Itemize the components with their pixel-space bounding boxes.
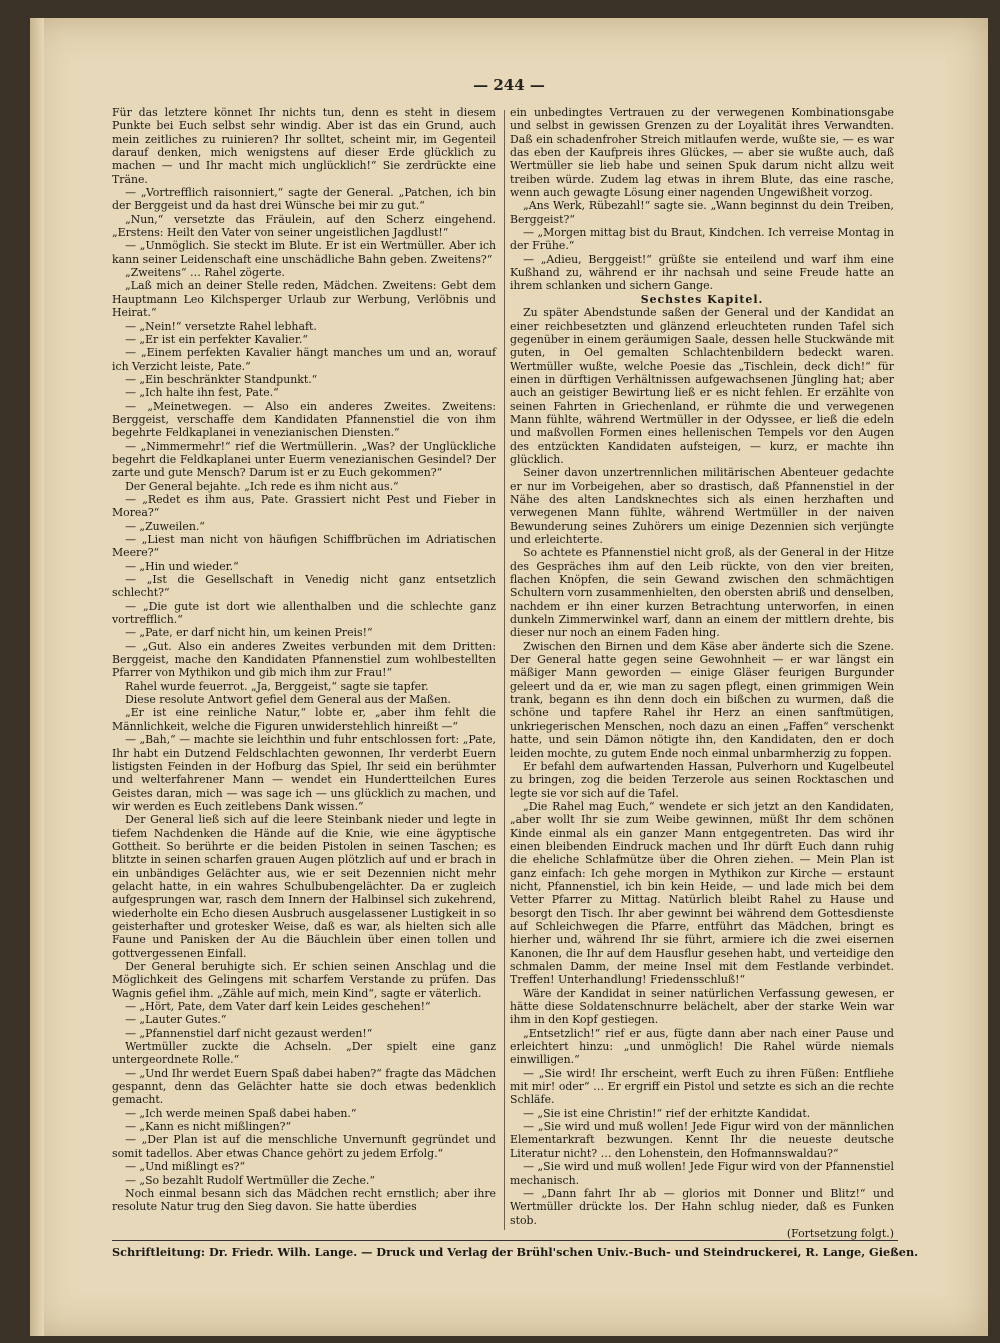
paragraph: — „Der Plan ist auf die menschliche Unvernunft gegründet und somit tadellos. Aber etwas Chance gehört zu jedem Erfolg.“ [112,1133,496,1160]
paragraph: Wäre der Kandidat in seiner natürlichen Verfassung gewesen, er hätte diese Soldatenschnurre belächelt, aber der starke Wein war ihm in den Kopf gestiegen. [510,986,894,1027]
paragraph: — „Morgen mittag bist du Braut, Kindchen. Ich verreise Montag in der Frühe.“ [510,226,894,253]
paragraph: — „Redet es ihm aus, Pate. Grassiert nicht Pest und Fieber in Morea?“ [112,492,496,520]
paragraph: Der General ließ sich auf die leere Steinbank nieder und legte in tiefem Nachdenken die Hände auf die Knie, wie eine ägyptische Gottheit. So berührte er die beiden Pistolen in seinen Taschen; es blitzte in seinen scharfen grauen Augen plötzlich auf und er brach in ein unbändiges Gelächter aus, wie er seit Dezennien nicht mehr gelacht hatte, in ein wahres Schulbubengelächter. Da er zugleich aufgesprungen war, rasch dem Innern der Halbinsel sich zukehrend, wiederholte ein Echo diesen Ausbruch ausgelassener Lustigkeit in so geisterhafter und grotesker Weise, daß es war, als hielten sich alle Faune und Panisken der Au die Bäuchlein über einen tollen und gottvergessenen Einfall. [112,813,496,960]
paragraph: Der General beruhigte sich. Er schien seinen Anschlag und die Möglichkeit des Gelingens mit scharfem Verstande zu prüfen. Das Wagnis gefiel ihm. „Zähle auf mich, mein Kind“, sagte er väterlich. [112,960,496,1000]
paragraph: Rahel wurde feuerrot. „Ja, Berggeist,“ sagte sie tapfer. [125,679,429,693]
paragraph: Noch einmal besann sich das Mädchen recht ernstlich; aber ihre resolute Natur trug den Sieg davon. Sie hatte überdies [112,1186,496,1214]
paragraph: — „Pfannenstiel darf nicht gezaust werden!“ [125,1026,373,1040]
paragraph: — „Ist die Gesellschaft in Venedig nicht ganz entsetzlich schlecht?“ [112,573,496,600]
paragraph: Wertmüller zuckte die Achseln. „Der spielt eine ganz untergeordnete Rolle.“ [112,1040,496,1067]
newspaper-page [30,18,988,1336]
paragraph: „Laß mich an deiner Stelle reden, Mädchen. Zweitens: Gebt dem Hauptmann Leo Kilchsperger Urlaub zur Werbung, Verlöbnis und Heirat.“ [112,279,496,320]
paragraph: „Die Rahel mag Euch,“ wendete er sich jetzt an den Kandidaten, „aber wollt Ihr sie zum Weibe gewinnen, müßt Ihr dem schönen Kinde einmal als ein ganzer Mann entgegentreten. Das wird ihr einen bleibenden Eindruck machen und Ihr dürft Euch dann ruhig die eheliche Schlafmütze über die Ohren ziehen. — Mein Plan ist ganz einfach: Ich gehe morgen in Mythikon zur Kirche — erstaunt nicht, Pfannenstiel, ich bin kein Heide, — und lade mich bei dem Vetter Pfarrer zu Mittag. Natürlich bleibt Rahel zu Hause und besorgt den Tisch. Ihr aber gewinnt bei während dem Gottesdienste auf Schleichwegen die Pfarre, entführt das Mädchen, bringt es hierher und, während Ihr sie führt, armiere ich die zwei eisernen Kanonen, die Ihr auf dem Hausflur gesehen habt, und verteidige den schmalen Damm, der meine Insel mit dem Festlande verbindet. Treffen! Unterhandlung! Friedensschluß!“ [510,799,894,987]
paragraph: — „Ein beschränkter Standpunkt.“ [125,372,318,386]
paragraph: — „Lauter Gutes.“ [125,1013,227,1027]
paragraph: — „Sie wird und muß wollen! Jede Figur wird von der männlichen Elementarkraft bezwungen. Kennt Ihr die neueste deutsche Literatur nicht? … den Lohenstein, den Hofmannswaldau?“ [510,1120,894,1160]
paragraph: „Zweitens“ … Rahel zögerte. [125,266,285,280]
paragraph: „Er ist eine reinliche Natur,“ lobte er, „aber ihm fehlt die Männlichkeit, welche die Figuren unwiderstehlich hinreißt —“ [112,706,496,733]
paragraph: — „Sie wird und muß wollen! Jede Figur wird von der Pfannenstiel mechanisch. [510,1160,894,1187]
paragraph: — „Ich halte ihn fest, Pate.“ [125,386,279,400]
paragraph: — „Nein!“ versetzte Rahel lebhaft. [125,319,317,333]
paragraph: — „Und Ihr werdet Euern Spaß dabei haben?“ fragte das Mädchen gespannt, denn das Gelächter hatte sie doch etwas bedenklich gemacht. [112,1066,496,1107]
paragraph: „Entsetzlich!“ rief er aus, fügte dann aber nach einer Pause und erleichtert hinzu: „und unmöglich! Die Rahel würde niemals einwilligen.“ [510,1026,894,1067]
paragraph: — „Kann es nicht mißlingen?“ [125,1120,292,1134]
paragraph: — „Er ist ein perfekter Kavalier.“ [125,332,308,346]
paragraph: — „So bezahlt Rudolf Wertmüller die Zeche.“ [125,1173,375,1187]
paragraph: Diese resolute Antwort gefiel dem General aus der Maßen. [125,693,451,707]
paragraph: — „Die gute ist dort wie allenthalben und die schlechte ganz vortrefflich.“ [112,599,496,627]
paragraph: — „Adieu, Berggeist!“ grüßte sie enteilend und warf ihm eine Kußhand zu, während er ihr nachsah und seine Freude hatte an ihrem schlanken und sichern Gange. [510,252,894,293]
paragraph: — „Gut. Also ein anderes Zweites verbunden mit dem Dritten: Berggeist, mache den Kandidaten Pfannenstiel zum wohlbestellten Pfarrer von Mythikon und gib mich ihm zur Frau!“ [112,639,496,680]
right-column [510,106,894,1240]
paragraph: — „Ich werde meinen Spaß dabei haben.“ [125,1106,357,1120]
paragraph: Zu später Abendstunde saßen der General und der Kandidat an einer reichbesetzten und glänzend erleuchteten runden Tafel sich gegenüber in einem geräumigen Saale, dessen helle Stuckwände mit guten, in Oel gemalten Schlachtenbildern bedeckt waren. Wertmüller wußte, welche Poesie das „Tischlein, deck dich!“ für einen in dürftigen Verhältnissen aufgewachsenen Jüngling hat; aber auch an geistiger Bewirtung ließ er es nicht fehlen. Er erzählte von seinen Fahrten in Griechenland, er rühmte die und verwegenen Mann fühlte, während Wertmüller in der Odyssee, er ließ die edeln und maßvollen Formen eines hellenischen Tempels vor den Augen des entzückten Kandidaten aufsteigen, — kurz, er machte ihn glücklich. [510,306,894,466]
paragraph: — „Liest man nicht von häufigen Schiffbrüchen im Adriatischen Meere?“ [112,533,496,560]
paragraph: — „Nimmermehr!“ rief die Wertmüllerin. „Was? der Unglückliche begehrt die Feldkaplanei unter Euerm venezianischen Gesindel? Der zarte und gute Mensch? Darum ist er zu Euch gekommen?“ [112,439,496,480]
right-column-intro [510,106,894,293]
continued-note: (Fortsetzung folgt.) [786,1226,894,1240]
chapter-heading: Sechstes Kapitel. [640,292,764,306]
paragraph: — „Und mißlingt es?“ [125,1160,246,1174]
paragraph: — „Sie wird! Ihr erscheint, werft Euch zu ihren Füßen: Entfliehe mit mir! oder“ … Er ergriff ein Pistol und setzte es sich an die rechte Schläfe. [510,1066,894,1107]
page-gutter [30,18,44,1336]
paragraph: — „Hört, Pate, dem Vater darf kein Leides geschehen!“ [125,1000,431,1014]
paragraph: — „Dann fahrt Ihr ab — glorios mit Donner und Blitz!“ und Wertmüller drückte los. Der Hahn schlug nieder, daß es Funken stob. [510,1186,894,1227]
paragraph: Der General bejahte. „Ich rede es ihm nicht aus.“ [125,479,399,493]
paragraph: — „Einem perfekten Kavalier hängt manches um und an, worauf ich Verzicht leiste, Pate.“ [112,346,496,373]
paragraph: Für das letztere könnet Ihr nichts tun, denn es steht in diesem Punkte bei Euch selbst sehr windig. Aber ist das ein Grund, auch mein zeitliches zu ruinieren? Ihr solltet, scheint mir, im Gegenteil darauf denken, mich wenigstens auf dieser Erde glücklich zu machen — und Ihr macht mich unglücklich!“ Sie zerdrückte eine Träne. [112,106,496,186]
paragraph: — „Zuweilen.“ [125,519,205,533]
paragraph: „Nun,“ versetzte das Fräulein, auf den Scherz eingehend. „Erstens: Heilt den Vater von seiner ungeistlichen Jagdlust!“ [112,212,496,240]
paragraph: — „Pate, er darf nicht hin, um keinen Preis!“ [125,626,373,640]
paragraph: — „Meinetwegen. — Also ein anderes Zweites. Zweitens: Berggeist, verschaffe dem Kandidaten Pfannenstiel die von ihm begehrte Feldkaplanei in venezianischen Diensten.“ [112,399,496,440]
paragraph: So achtete es Pfannenstiel nicht groß, als der General in der Hitze des Gespräches ihm auf den Leib rückte, von den vier breiten, flachen Knöpfen, die sein Gewand zwischen den schmächtigen Schultern vorn zusammenhielten, den obersten abriß und denselben, nachdem er ihn einer kurzen Betrachtung unterworfen, in einen dunkeln Zimmerwinkel warf, dann an einem der mittlern drehte, bis dieser nur noch an einem Faden hing. [510,546,894,640]
paragraph: Zwischen den Birnen und dem Käse aber änderte sich die Szene. Der General hatte gegen seine Gewohnheit — er war längst ein mäßiger Mann geworden — einige Gläser feurigen Burgunder geleert und da er, wie man zu sagen pflegt, einen grimmigen Wein trank, begann es ihn denn doch ein bißchen zu wurmen, daß die schöne und tapfere Rahel ihr Herz an einen sanftmütigen, unkriegerischen Menschen, noch dazu an einen „Faffen“ verschenkt hatte, und sein Dämon nötigte ihn, den Kandidaten, den er doch leiden mochte, zu gutem Ende noch einmal unbarmherzig zu foppen. [510,639,894,760]
paragraph: — „Sie ist eine Christin!“ rief der erhitzte Kandidat. [523,1106,811,1120]
page-number: — 244 — [473,76,545,94]
paragraph: — „Unmöglich. Sie steckt im Blute. Er ist ein Wertmüller. Aber ich kann seiner Leidenschaft eine unschädliche Bahn geben. Zweitens?“ [112,239,496,266]
paragraph: „Ans Werk, Rübezahl!“ sagte sie. „Wann beginnst du dein Treiben, Berggeist?“ [510,199,894,226]
paragraph: Er befahl dem aufwartenden Hassan, Pulverhorn und Kugelbeutel zu bringen, zog die beiden Terzerole aus seinen Rocktaschen und legte sie vor sich auf die Tafel. [510,759,894,800]
footer-imprint: Schriftleitung: Dr. Friedr. Wilh. Lange. — Druck und Verlag der Brühl'schen Univ.-Buch- und Steindruckerei, R. Lange, Gießen. [112,1240,898,1259]
paragraph: — „Bah,“ — machte sie leichthin und fuhr entschlossen fort: „Pate, Ihr habt ein Dutzend Feldschlachten gewonnen, Ihr verderbt Euern listigsten Feinden in der Hofburg das Spiel, Ihr seid ein berühmter und welterfahrener Mann — wendet ein Hundertteilchen Eures Geistes daran, mich — was sage ich — uns glücklich zu machen, und wir werden es Euch zeitlebens Dank wissen.“ [112,733,496,813]
left-column [112,106,496,1232]
paragraph: Seiner davon unzertrennlichen militärischen Abenteuer gedachte er nur im Vorbeigehen, aber so drastisch, daß Pfannenstiel in der Nähe des alten Landsknechtes sich als einen herzhaften und verwegenen Mann fühlte, während Wertmüller in der naiven Bewunderung seines Zuhörers um einige Dezennien sich verjüngte und erleichterte. [510,466,894,546]
paragraph: — „Hin und wieder.“ [125,559,239,573]
paragraph: — „Vortrefflich raisonniert,“ sagte der General. „Patchen, ich bin der Berggeist und da hast drei Wünsche bei mir zu gut.“ [112,186,496,213]
paragraph: ein unbedingtes Vertrauen zu der verwegenen Kombinationsgabe und selbst in gewissen Grenzen zu der Loyalität ihres Verwandten. Daß ein schadenfroher Streich mitlaufen werde, wußte sie, — es war das eben der Kaufpreis ihres Glückes, — aber sie wußte auch, daß Wertmüller sie lieb habe und seinen Spuk darum nicht allzu weit treiben würde. Zudem lag etwas in ihrem Blute, das eine rasche, wenn auch gewagte Lösung einer nagenden Ungewißheit vorzog. [510,106,894,200]
column-divider [504,110,505,1230]
right-column-chapter [510,306,894,1227]
